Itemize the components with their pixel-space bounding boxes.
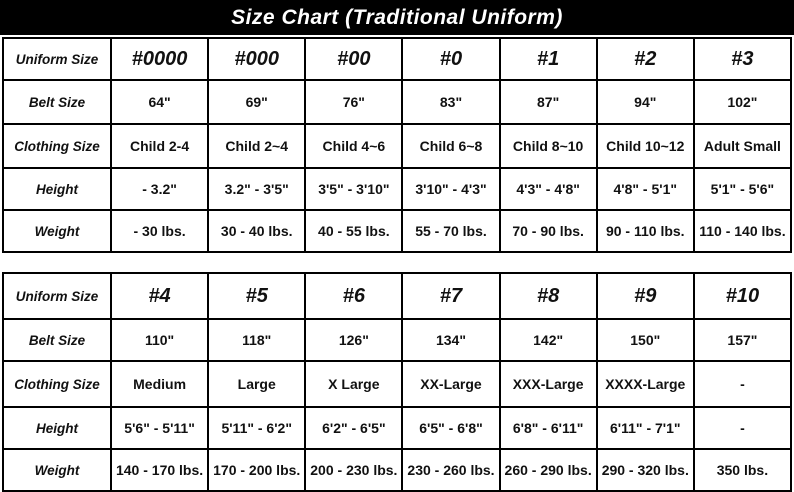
- chart-title: Size Chart (Traditional Uniform): [231, 5, 563, 29]
- title-bar: [0, 0, 794, 35]
- height-cell: - 3.2": [111, 168, 208, 210]
- uniform-size-cell: #10: [694, 273, 791, 319]
- clothing-size-cell: Child 2-4: [111, 124, 208, 168]
- row-label-height: Height: [3, 168, 111, 210]
- row-label-uniform-size: Uniform Size: [3, 38, 111, 80]
- clothing-size-cell: X Large: [305, 361, 402, 407]
- clothing-size-cell: XXX-Large: [500, 361, 597, 407]
- weight-cell: 70 - 90 lbs.: [500, 210, 597, 252]
- size-table-1: [2, 37, 792, 253]
- height-cell: 6'2" - 6'5": [305, 407, 402, 449]
- weight-cell: 350 lbs.: [694, 449, 791, 491]
- row-label-belt-size: Belt Size: [3, 319, 111, 361]
- uniform-size-row: [3, 38, 791, 80]
- row-label-uniform-size: Uniform Size: [3, 273, 111, 319]
- row-label-belt-size: Belt Size: [3, 80, 111, 124]
- row-label-weight: Weight: [3, 449, 111, 491]
- belt-size-cell: 118": [208, 319, 305, 361]
- size-table-2: [2, 272, 792, 492]
- uniform-size-cell: #0000: [111, 38, 208, 80]
- weight-cell: 260 - 290 lbs.: [500, 449, 597, 491]
- weight-cell: - 30 lbs.: [111, 210, 208, 252]
- weight-cell: 140 - 170 lbs.: [111, 449, 208, 491]
- belt-size-row: [3, 319, 791, 361]
- belt-size-row: [3, 80, 791, 124]
- height-cell: 5'11" - 6'2": [208, 407, 305, 449]
- uniform-size-cell: #0: [402, 38, 499, 80]
- height-cell: -: [694, 407, 791, 449]
- clothing-size-cell: -: [694, 361, 791, 407]
- clothing-size-cell: XXXX-Large: [597, 361, 694, 407]
- belt-size-cell: 102": [694, 80, 791, 124]
- weight-cell: 55 - 70 lbs.: [402, 210, 499, 252]
- row-label-height: Height: [3, 407, 111, 449]
- uniform-size-cell: #9: [597, 273, 694, 319]
- height-row: [3, 407, 791, 449]
- height-row: [3, 168, 791, 210]
- clothing-size-cell: XX-Large: [402, 361, 499, 407]
- height-cell: 4'3" - 4'8": [500, 168, 597, 210]
- belt-size-cell: 157": [694, 319, 791, 361]
- belt-size-cell: 94": [597, 80, 694, 124]
- height-cell: 6'8" - 6'11": [500, 407, 597, 449]
- belt-size-cell: 76": [305, 80, 402, 124]
- uniform-size-cell: #3: [694, 38, 791, 80]
- weight-cell: 90 - 110 lbs.: [597, 210, 694, 252]
- height-cell: 3'10" - 4'3": [402, 168, 499, 210]
- uniform-size-cell: #8: [500, 273, 597, 319]
- height-cell: 3'5" - 3'10": [305, 168, 402, 210]
- uniform-size-cell: #00: [305, 38, 402, 80]
- weight-cell: 40 - 55 lbs.: [305, 210, 402, 252]
- row-label-weight: Weight: [3, 210, 111, 252]
- weight-cell: 230 - 260 lbs.: [402, 449, 499, 491]
- height-cell: 4'8" - 5'1": [597, 168, 694, 210]
- uniform-size-cell: #2: [597, 38, 694, 80]
- belt-size-cell: 142": [500, 319, 597, 361]
- uniform-size-row: [3, 273, 791, 319]
- uniform-size-cell: #6: [305, 273, 402, 319]
- weight-row: [3, 210, 791, 252]
- clothing-size-cell: Medium: [111, 361, 208, 407]
- row-label-clothing-size: Clothing Size: [3, 124, 111, 168]
- row-label-clothing-size: Clothing Size: [3, 361, 111, 407]
- belt-size-cell: 134": [402, 319, 499, 361]
- height-cell: 5'6" - 5'11": [111, 407, 208, 449]
- clothing-size-cell: Child 10~12: [597, 124, 694, 168]
- clothing-size-row: [3, 361, 791, 407]
- weight-cell: 200 - 230 lbs.: [305, 449, 402, 491]
- uniform-size-cell: #000: [208, 38, 305, 80]
- belt-size-cell: 110": [111, 319, 208, 361]
- uniform-size-cell: #7: [402, 273, 499, 319]
- belt-size-cell: 87": [500, 80, 597, 124]
- weight-cell: 30 - 40 lbs.: [208, 210, 305, 252]
- belt-size-cell: 69": [208, 80, 305, 124]
- clothing-size-cell: Child 6~8: [402, 124, 499, 168]
- height-cell: 3.2" - 3'5": [208, 168, 305, 210]
- uniform-size-cell: #4: [111, 273, 208, 319]
- belt-size-cell: 83": [402, 80, 499, 124]
- clothing-size-row: [3, 124, 791, 168]
- weight-cell: 290 - 320 lbs.: [597, 449, 694, 491]
- clothing-size-cell: Large: [208, 361, 305, 407]
- height-cell: 5'1" - 5'6": [694, 168, 791, 210]
- uniform-size-cell: #1: [500, 38, 597, 80]
- height-cell: 6'11" - 7'1": [597, 407, 694, 449]
- height-cell: 6'5" - 6'8": [402, 407, 499, 449]
- clothing-size-cell: Adult Small: [694, 124, 791, 168]
- uniform-size-cell: #5: [208, 273, 305, 319]
- belt-size-cell: 64": [111, 80, 208, 124]
- clothing-size-cell: Child 8~10: [500, 124, 597, 168]
- weight-cell: 170 - 200 lbs.: [208, 449, 305, 491]
- belt-size-cell: 126": [305, 319, 402, 361]
- weight-row: [3, 449, 791, 491]
- weight-cell: 110 - 140 lbs.: [694, 210, 791, 252]
- belt-size-cell: 150": [597, 319, 694, 361]
- clothing-size-cell: Child 2~4: [208, 124, 305, 168]
- clothing-size-cell: Child 4~6: [305, 124, 402, 168]
